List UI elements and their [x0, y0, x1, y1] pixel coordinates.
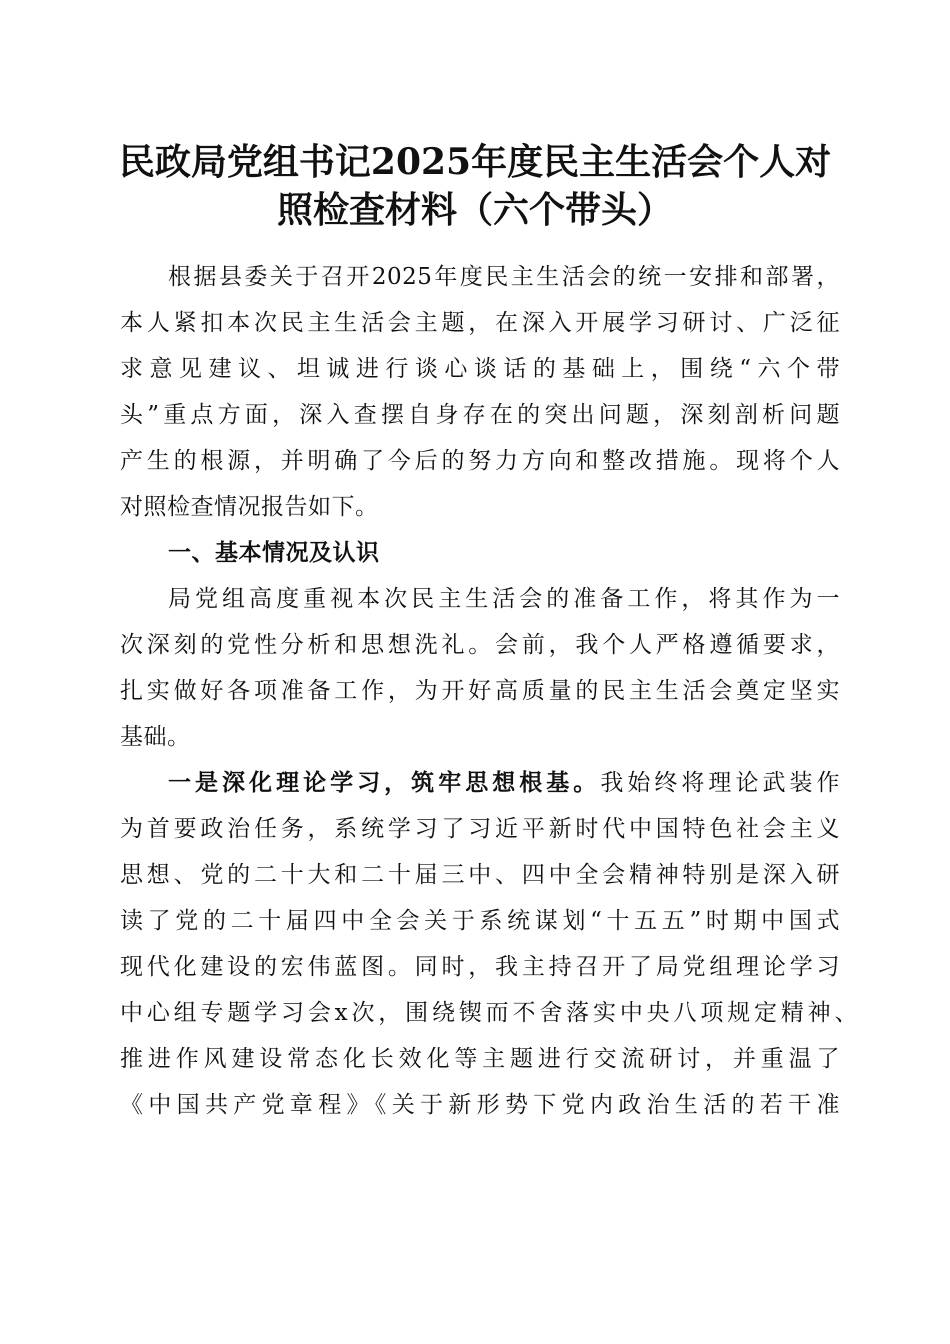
paragraph-1-line: 求意见建议、坦诚进行谈心谈话的基础上，围绕“六个带: [120, 356, 840, 382]
section-heading: 一、基本情况及认识: [168, 540, 380, 566]
paragraph-2-line: 次深刻的党性分析和思想洗礼。会前，我个人严格遵循要求，: [120, 632, 840, 658]
paragraph-3-line: 现代化建设的宏伟蓝图。同时，我主持召开了局党组理论学习: [120, 954, 840, 980]
paragraph-3-first-line: [120, 760, 840, 806]
title-line-2: 照检查材料（六个带头）: [276, 189, 673, 231]
paragraph-3-line: 思想、党的二十大和二十届三中、四中全会精神特别是深入研: [120, 862, 840, 888]
paragraph-1-line: 头”重点方面，深入查摆自身存在的突出问题，深刻剖析问题: [120, 402, 840, 428]
paragraph-3-lead: 一是深化理论学习，筑牢思想根基。: [168, 769, 601, 796]
paragraph-1-line: 根据县委关于召开2025年度民主生活会的统一安排和部署，: [168, 264, 840, 290]
paragraph-3-line: 中心组专题学习会x次，围绕锲而不舍落实中央八项规定精神、: [120, 1000, 858, 1026]
title-line-1: 民政局党组书记2025年度民主生活会个人对: [118, 141, 832, 183]
document-body: [120, 254, 858, 1128]
paragraph-1-line: 产生的根源，并明确了今后的努力方向和整改措施。现将个人: [120, 448, 840, 474]
paragraph-3-line: 《中国共产党章程》《关于新形势下党内政治生活的若干准: [120, 1092, 840, 1118]
paragraph-1-line: 对照检查情况报告如下。: [120, 494, 379, 520]
paragraph-3-first-rest: 我始终将理论武装作: [600, 770, 841, 796]
paragraph-3-line: 推进作风建设常态化长效化等主题进行交流研讨，并重温了: [120, 1046, 840, 1072]
paragraph-2-line: 扎实做好各项准备工作，为开好高质量的民主生活会奠定坚实: [120, 678, 840, 704]
paragraph-2-line: 基础。: [120, 724, 191, 750]
document-title: [100, 138, 850, 234]
paragraph-2-line: 局党组高度重视本次民主生活会的准备工作，将其作为一: [168, 586, 840, 612]
paragraph-3-line: 为首要政治任务，系统学习了习近平新时代中国特色社会主义: [120, 816, 840, 842]
paragraph-3-line: 读了党的二十届四中全会关于系统谋划“十五五”时期中国式: [120, 908, 840, 934]
paragraph-1-line: 本人紧扣本次民主生活会主题，在深入开展学习研讨、广泛征: [120, 310, 840, 336]
